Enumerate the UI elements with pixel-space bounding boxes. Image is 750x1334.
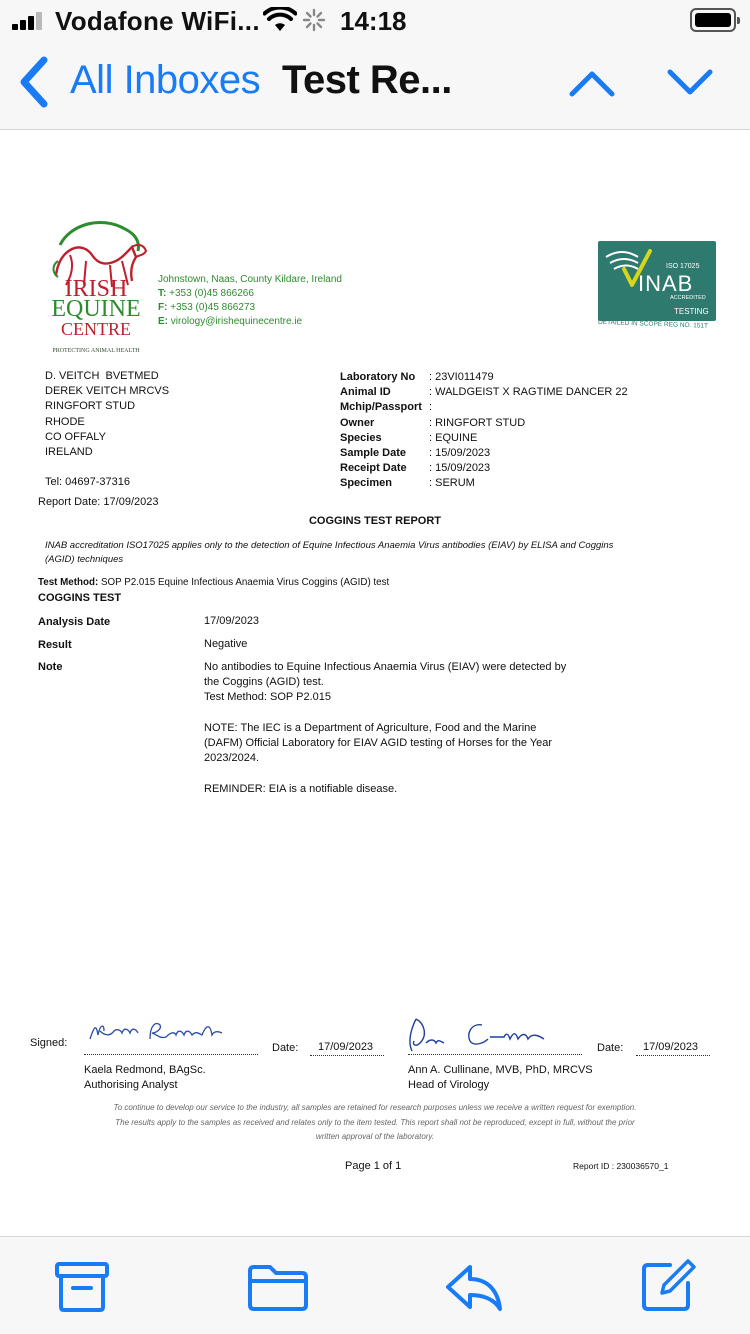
note-line: NOTE: The IEC is a Department of Agriculture, Food and the Marine [204,721,537,734]
signatory2-role: Head of Virology [408,1079,490,1092]
back-chevron-icon[interactable] [14,54,54,110]
recipient-address [45,369,169,460]
tel-label: T: [158,288,167,299]
back-button-all-inboxes[interactable]: All Inboxes [70,58,261,102]
lab-info-label: Receipt Date [340,462,407,475]
contact-block [158,273,342,329]
wifi-icon [263,7,297,33]
lab-info-value: : EQUINE [429,431,478,444]
bottom-toolbar [0,1236,750,1334]
note-line: (DAFM) Official Laboratory for EIAV AGID testing of Horses for the Year [204,737,553,749]
folder-icon[interactable] [246,1261,310,1313]
note-line [204,706,566,721]
section-heading: COGGINS TEST [38,592,122,604]
analysis-date-value: 17/09/2023 [204,615,260,627]
signature-ann-cullinane-icon [404,1013,564,1055]
irish-equine-centre-logo [40,215,152,355]
note-line: 2023/2024. [204,752,260,765]
signed-label: Signed: [30,1037,68,1049]
recipient-line: RINGFORT STUD [45,400,136,413]
note-line: the Coggins (AGID) test. [204,676,324,689]
contact-fax: +353 (0)45 866273 [170,302,256,313]
pdf-document[interactable] [0,131,750,1235]
footnote-line: The results apply to the samples as received and relates only to the item tested. This report shall not be reproduced, except in full, without the prior [115,1117,635,1127]
reply-icon[interactable] [442,1261,506,1313]
lab-info-label: Species [340,431,382,444]
result-label: Result [38,639,72,651]
inab-accredited: ACCREDITED [670,295,706,301]
logo-tagline: PROTECTING ANIMAL HEALTH [52,348,140,354]
footnote-line: written approval of the laboratory. [315,1132,435,1141]
previous-message-chevron-up-icon[interactable] [566,62,618,102]
inab-iso: ISO 17025 [666,263,700,270]
date-label: Date: [597,1042,624,1054]
signature-line [84,1054,258,1055]
test-method-value: SOP P2.015 Equine Infectious Anaemia Virus Coggins (AGID) test [100,577,390,588]
battery-icon [690,8,736,32]
report-id: Report ID : 230036570_1 [573,1161,669,1171]
lab-info-value: : SERUM [429,477,475,490]
lab-info-label: Animal ID [340,386,391,399]
inab-scope: DETAILED IN SCOPE REG NO. 151T [597,318,709,330]
test-method-label: Test Method: [38,577,99,588]
lab-info-value: : WALDGEIST X RAGTIME DANCER 22 [429,386,628,399]
accreditation-disclaimer: INAB accreditation ISO17025 applies only to the detection of Equine Infectious Anaemia Virus antibodies (EIAV) by ELISA and Coggins (AGID) techniques [45,540,614,565]
signatory2-block [408,1063,593,1093]
page-number: Page 1 of 1 [345,1160,402,1172]
signatory2-date: 17/09/2023 [643,1041,699,1053]
lab-info-label: Owner [340,416,375,429]
lab-info-value: : 15/09/2023 [429,462,491,475]
signature-kaela-redmond-icon [86,1017,226,1047]
archive-icon[interactable] [54,1261,110,1313]
next-message-chevron-down-icon[interactable] [664,62,716,102]
report-date: Report Date: 17/09/2023 [38,496,159,508]
recipient-line: D. VEITCH BVETMED [45,370,159,382]
inab-accreditation-logo [596,241,720,335]
note-line: No antibodies to Equine Infectious Anaemia Virus (EIAV) were detected by [204,661,567,673]
lab-info-value: : RINGFORT STUD [429,416,526,429]
logo-word-equine: EQUINE [51,296,141,322]
test-method-line [38,577,389,588]
recipient-line: CO OFFALY [45,430,106,443]
lab-info-value: : [429,401,433,414]
note-text [204,660,566,797]
recipient-line: DEREK VEITCH MRCVS [45,385,170,398]
recipient-tel: Tel: 04697-37316 [45,476,131,488]
date-line [636,1055,710,1056]
inab-name: INAB [638,271,694,296]
status-bar [0,0,750,44]
signature-line [408,1054,582,1055]
date-line [310,1055,384,1056]
recipient-line: RHODE [45,415,85,428]
compose-icon[interactable] [640,1257,700,1313]
analysis-date-label: Analysis Date [38,616,111,628]
footnote-line: To continue to develop our service to the industry, all samples are retained for research purposes unless we receive a written request for exemption. [113,1103,637,1112]
navigation-bar [0,0,750,130]
lab-info-value: : 15/09/2023 [429,446,491,459]
loading-spinner-icon [302,8,326,32]
lab-info-value: : 23VI011479 [429,371,494,383]
lab-info-label: Mchip/Passport [340,401,422,414]
signatory1-role: Authorising Analyst [84,1079,178,1092]
report-title: COGGINS TEST REPORT [308,515,441,527]
contact-address: Johnstown, Naas, County Kildare, Ireland [158,274,342,285]
signatory1-date: 17/09/2023 [318,1041,374,1053]
fax-label: F: [158,302,168,313]
signatory1-block [84,1063,206,1093]
cellular-signal-icon [12,12,46,30]
signatory1-name: Kaela Redmond, BAgSc. [84,1064,206,1076]
status-time: 14:18 [340,6,407,36]
contact-email: virology@irishequinecentre.ie [170,316,303,327]
message-title: Test Re... [282,58,452,102]
footnote [60,1101,690,1145]
result-value: Negative [204,638,248,650]
date-label: Date: [272,1042,299,1054]
recipient-line: IRELAND [45,446,93,459]
signatory2-name: Ann A. Cullinane, MVB, PhD, MRCVS [408,1064,593,1076]
inab-testing: TESTING [674,307,709,316]
carrier-name: Vodafone WiFi... [55,6,260,36]
lab-info-label: Laboratory No [340,371,416,383]
note-line: REMINDER: EIA is a notifiable disease. [204,782,398,795]
lab-info-label: Specimen [340,477,392,490]
logo-word-irish: IRISH [64,276,128,302]
note-line: Test Method: SOP P2.015 [204,691,331,704]
note-line [204,766,566,781]
logo-word-centre: CENTRE [61,319,131,339]
note-label: Note [38,661,63,673]
contact-tel: +353 (0)45 866266 [169,288,254,299]
email-label: E: [158,316,168,327]
lab-info-label: Sample Date [340,446,407,459]
